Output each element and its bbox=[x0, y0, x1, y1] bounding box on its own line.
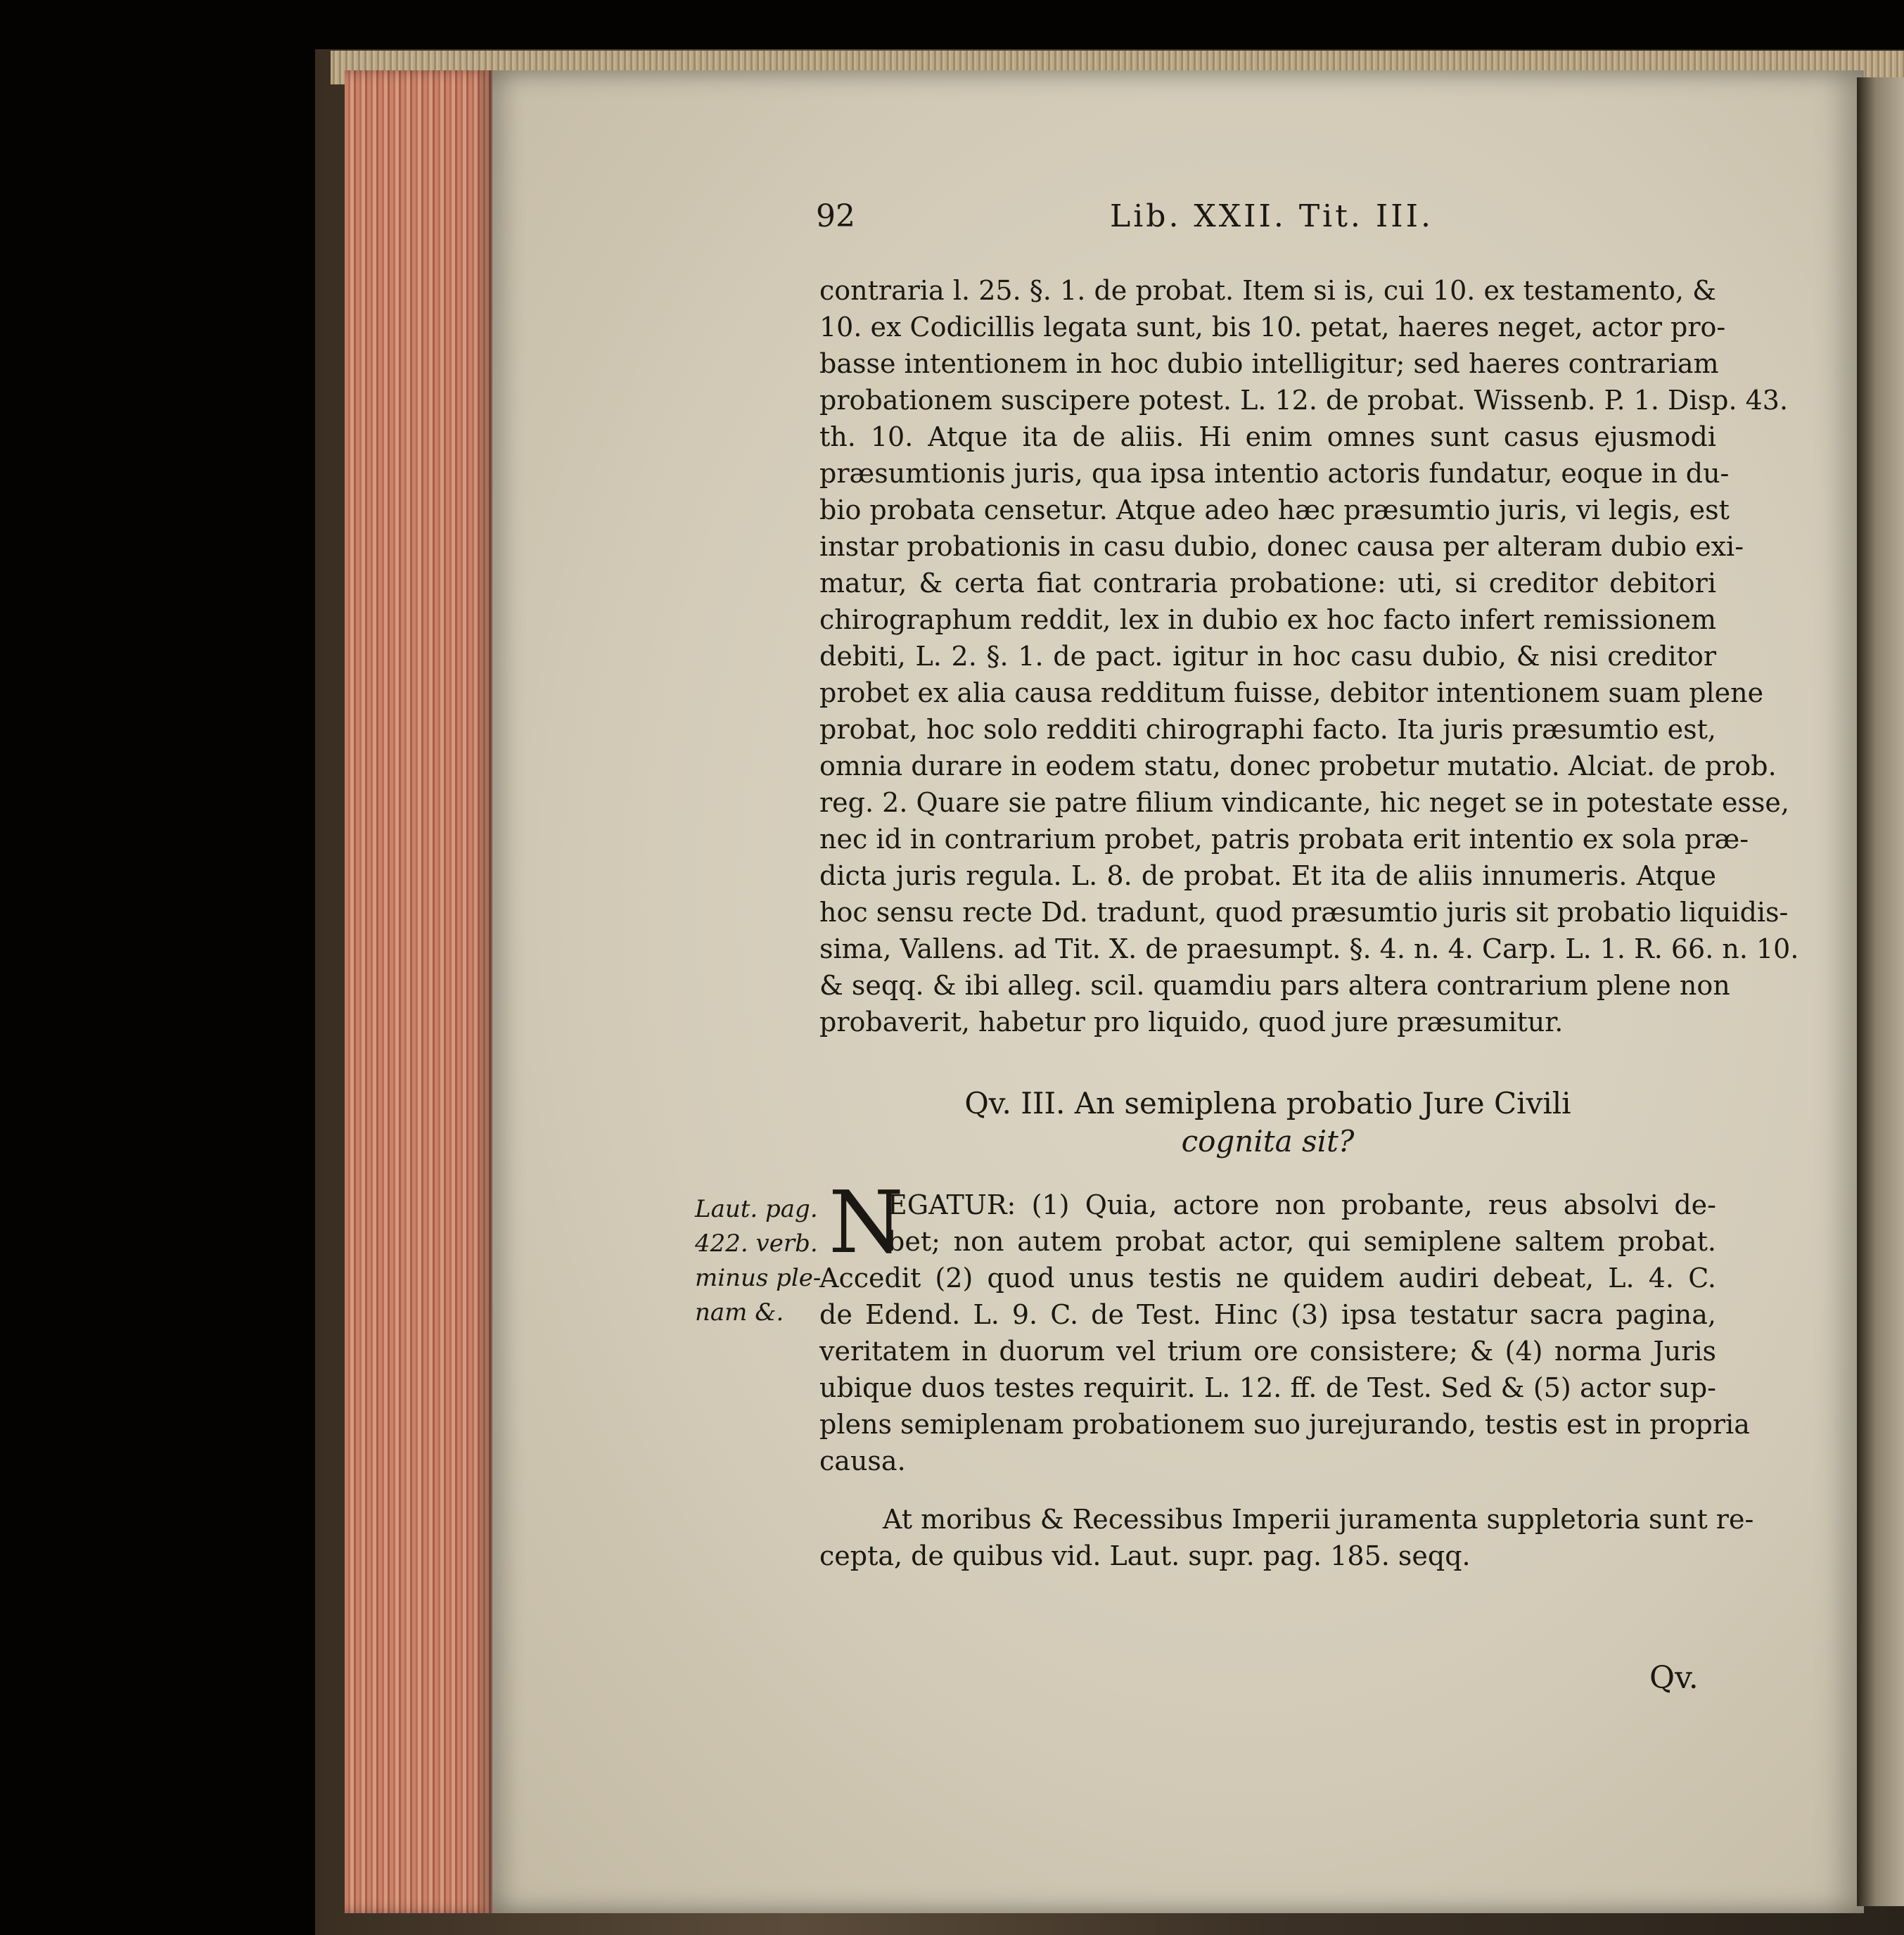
margin-note-line: minus ple- bbox=[695, 1264, 822, 1292]
body-line: dicta juris regula. L. 8. de probat. Et ita de aliis innumeris. Atque bbox=[819, 860, 1716, 891]
drop-cap: N bbox=[829, 1173, 904, 1272]
body-line: nec id in contrarium probet, patris probata erit intentio ex sola præ- bbox=[819, 824, 1749, 855]
body-line: matur, & certa fiat contraria probatione: uti, si creditor debitori bbox=[819, 568, 1716, 599]
answer-line: ubique duos testes requirit. L. 12. ff. de Test. Sed & (5) actor sup- bbox=[819, 1372, 1716, 1403]
margin-note-line: 422. verb. bbox=[695, 1230, 818, 1258]
closing-line: cepta, de quibus vid. Laut. supr. pag. 185. seqq. bbox=[819, 1540, 1471, 1571]
body-line: chirographum reddit, lex in dubio ex hoc facto infert remissionem bbox=[819, 604, 1716, 635]
question-heading-cont: cognita sit? bbox=[1181, 1124, 1355, 1158]
body-line: 10. ex Codicillis legata sunt, bis 10. petat, haeres neget, actor pro- bbox=[819, 312, 1726, 343]
answer-line: bet; non autem probat actor, qui semiplene saltem probat. bbox=[888, 1226, 1716, 1257]
question-heading: Qv. III. An semiplena probatio Jure Civili bbox=[964, 1086, 1571, 1120]
body-line: debiti, L. 2. §. 1. de pact. igitur in hoc casu dubio, & nisi creditor bbox=[819, 641, 1716, 672]
answer-line: Accedit (2) quod unus testis ne quidem audiri debeat, L. 4. C. bbox=[819, 1263, 1716, 1294]
body-line: probationem suscipere potest. L. 12. de probat. Wissenb. P. 1. Disp. 43. bbox=[819, 385, 1789, 416]
answer-line: EGATUR: (1) Quia, actore non probante, reus absolvi de- bbox=[888, 1189, 1716, 1220]
body-line: instar probationis in casu dubio, donec causa per alteram dubio exi- bbox=[819, 531, 1744, 562]
answer-line: veritatem in duorum vel trium ore consistere; & (4) norma Juris bbox=[819, 1336, 1716, 1367]
body-line: probat, hoc solo redditi chirographi facto. Ita juris præsumtio est, bbox=[819, 714, 1716, 745]
body-line: præsumtionis juris, qua ipsa intentio actoris fundatur, eoque in du- bbox=[819, 458, 1730, 489]
body-line: sima, Vallens. ad Tit. X. de praesumpt. §. 4. n. 4. Carp. L. 1. R. 66. n. 10. bbox=[819, 933, 1799, 964]
body-line: hoc sensu recte Dd. tradunt, quod præsumtio juris sit probatio liquidis- bbox=[819, 897, 1789, 928]
answer-line: de Edend. L. 9. C. de Test. Hinc (3) ipsa testatur sacra pagina, bbox=[819, 1299, 1716, 1330]
page-edges bbox=[345, 70, 492, 1913]
closing-line: At moribus & Recessibus Imperii juramenta suppletoria sunt re- bbox=[883, 1504, 1754, 1535]
page-number: 92 bbox=[816, 198, 855, 234]
answer-line: causa. bbox=[819, 1445, 906, 1476]
catchword: Qv. bbox=[1649, 1660, 1699, 1696]
body-line: th. 10. Atque ita de aliis. Hi enim omnes sunt casus ejusmodi bbox=[819, 421, 1716, 452]
body-line: basse intentionem in hoc dubio intelligitur; sed haeres contrariam bbox=[819, 348, 1719, 379]
body-line: contraria l. 25. §. 1. de probat. Item si is, cui 10. ex testamento, & bbox=[819, 275, 1716, 306]
margin-note-line: Laut. pag. bbox=[695, 1195, 818, 1223]
running-head: Lib. XXII. Tit. III. bbox=[1110, 198, 1434, 234]
answer-line: plens semiplenam probationem suo jurejurando, testis est in propria bbox=[819, 1409, 1750, 1440]
body-line: omnia durare in eodem statu, donec probetur mutatio. Alciat. de prob. bbox=[819, 751, 1777, 781]
body-line: probaverit, habetur pro liquido, quod jure præsumitur. bbox=[819, 1007, 1564, 1037]
body-line: probet ex alia causa redditum fuisse, debitor intentionem suam plene bbox=[819, 677, 1764, 708]
body-line: & seqq. & ibi alleg. scil. quamdiu pars altera contrarium plene non bbox=[819, 970, 1730, 1001]
margin-note-line: nam &. bbox=[695, 1298, 784, 1327]
body-line: reg. 2. Quare sie patre filium vindicante, hic neget se in potestate esse, bbox=[819, 787, 1790, 818]
body-line: bio probata censetur. Atque adeo hæc præsumtio juris, vi legis, est bbox=[819, 494, 1730, 525]
facing-page-edge bbox=[1857, 77, 1904, 1906]
